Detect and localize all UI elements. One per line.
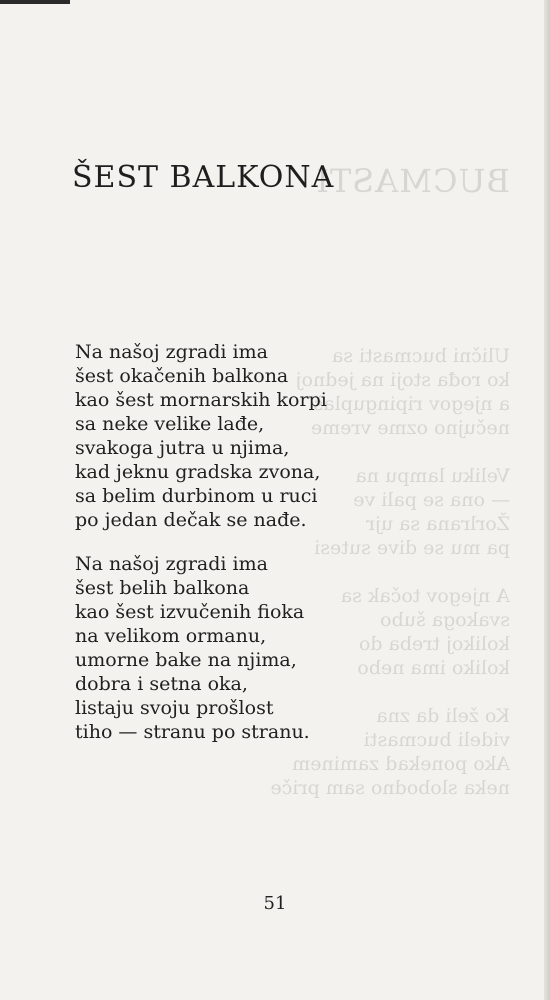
poem-line: listaju svoju prošlost [75,697,274,719]
poem-line: kad jeknu gradska zvona, [75,461,321,483]
poem-line: dobra i setna oka, [75,673,248,695]
poem-line: umorne bake na njima, [75,649,297,671]
poem-line: po jedan dečak se nađe. [75,509,307,531]
poem-line: kao šest mornarskih korpi [75,389,327,411]
poem-line: svakoga jutra u njima, [75,437,290,459]
poem-line: Na našoj zgradi ima [75,341,268,363]
reverse-side-show-through: BUCMASTI Ulični bucmasti sa ko rođa stoji na jednoj a njegov ripinguplaš nečujno ozme vreme Veliku lampu na — ona se pali ve Žorlrana sa ujr pa mu se dive sutesi A njegov točak sa svakoga šubo kolikoj treba do koliko ima nebo Ko želi da zna videli bucmasti Ako ponekad zaminem neka slobodno sam priče [270,162,510,799]
poem-line: tiho — stranu po stranu. [75,721,310,743]
poem-title: ŠEST BALKONA [72,160,335,195]
poem-line: kao šest izvučenih fioka [75,601,305,623]
poem-stanza-1 [75,340,327,532]
poem-line: sa neke velike lađe, [75,413,265,435]
poem-line: Na našoj zgradi ima [75,553,268,575]
page-edge-shadow [544,0,550,1000]
poem-line: šest okačenih balkona [75,365,289,387]
poem-line: sa belim durbinom u ruci [75,485,318,507]
poem-line: šest belih balkona [75,577,250,599]
page-number: 51 [263,893,287,914]
poem-line: na velikom ormanu, [75,625,267,647]
poem-stanza-2 [75,552,310,744]
